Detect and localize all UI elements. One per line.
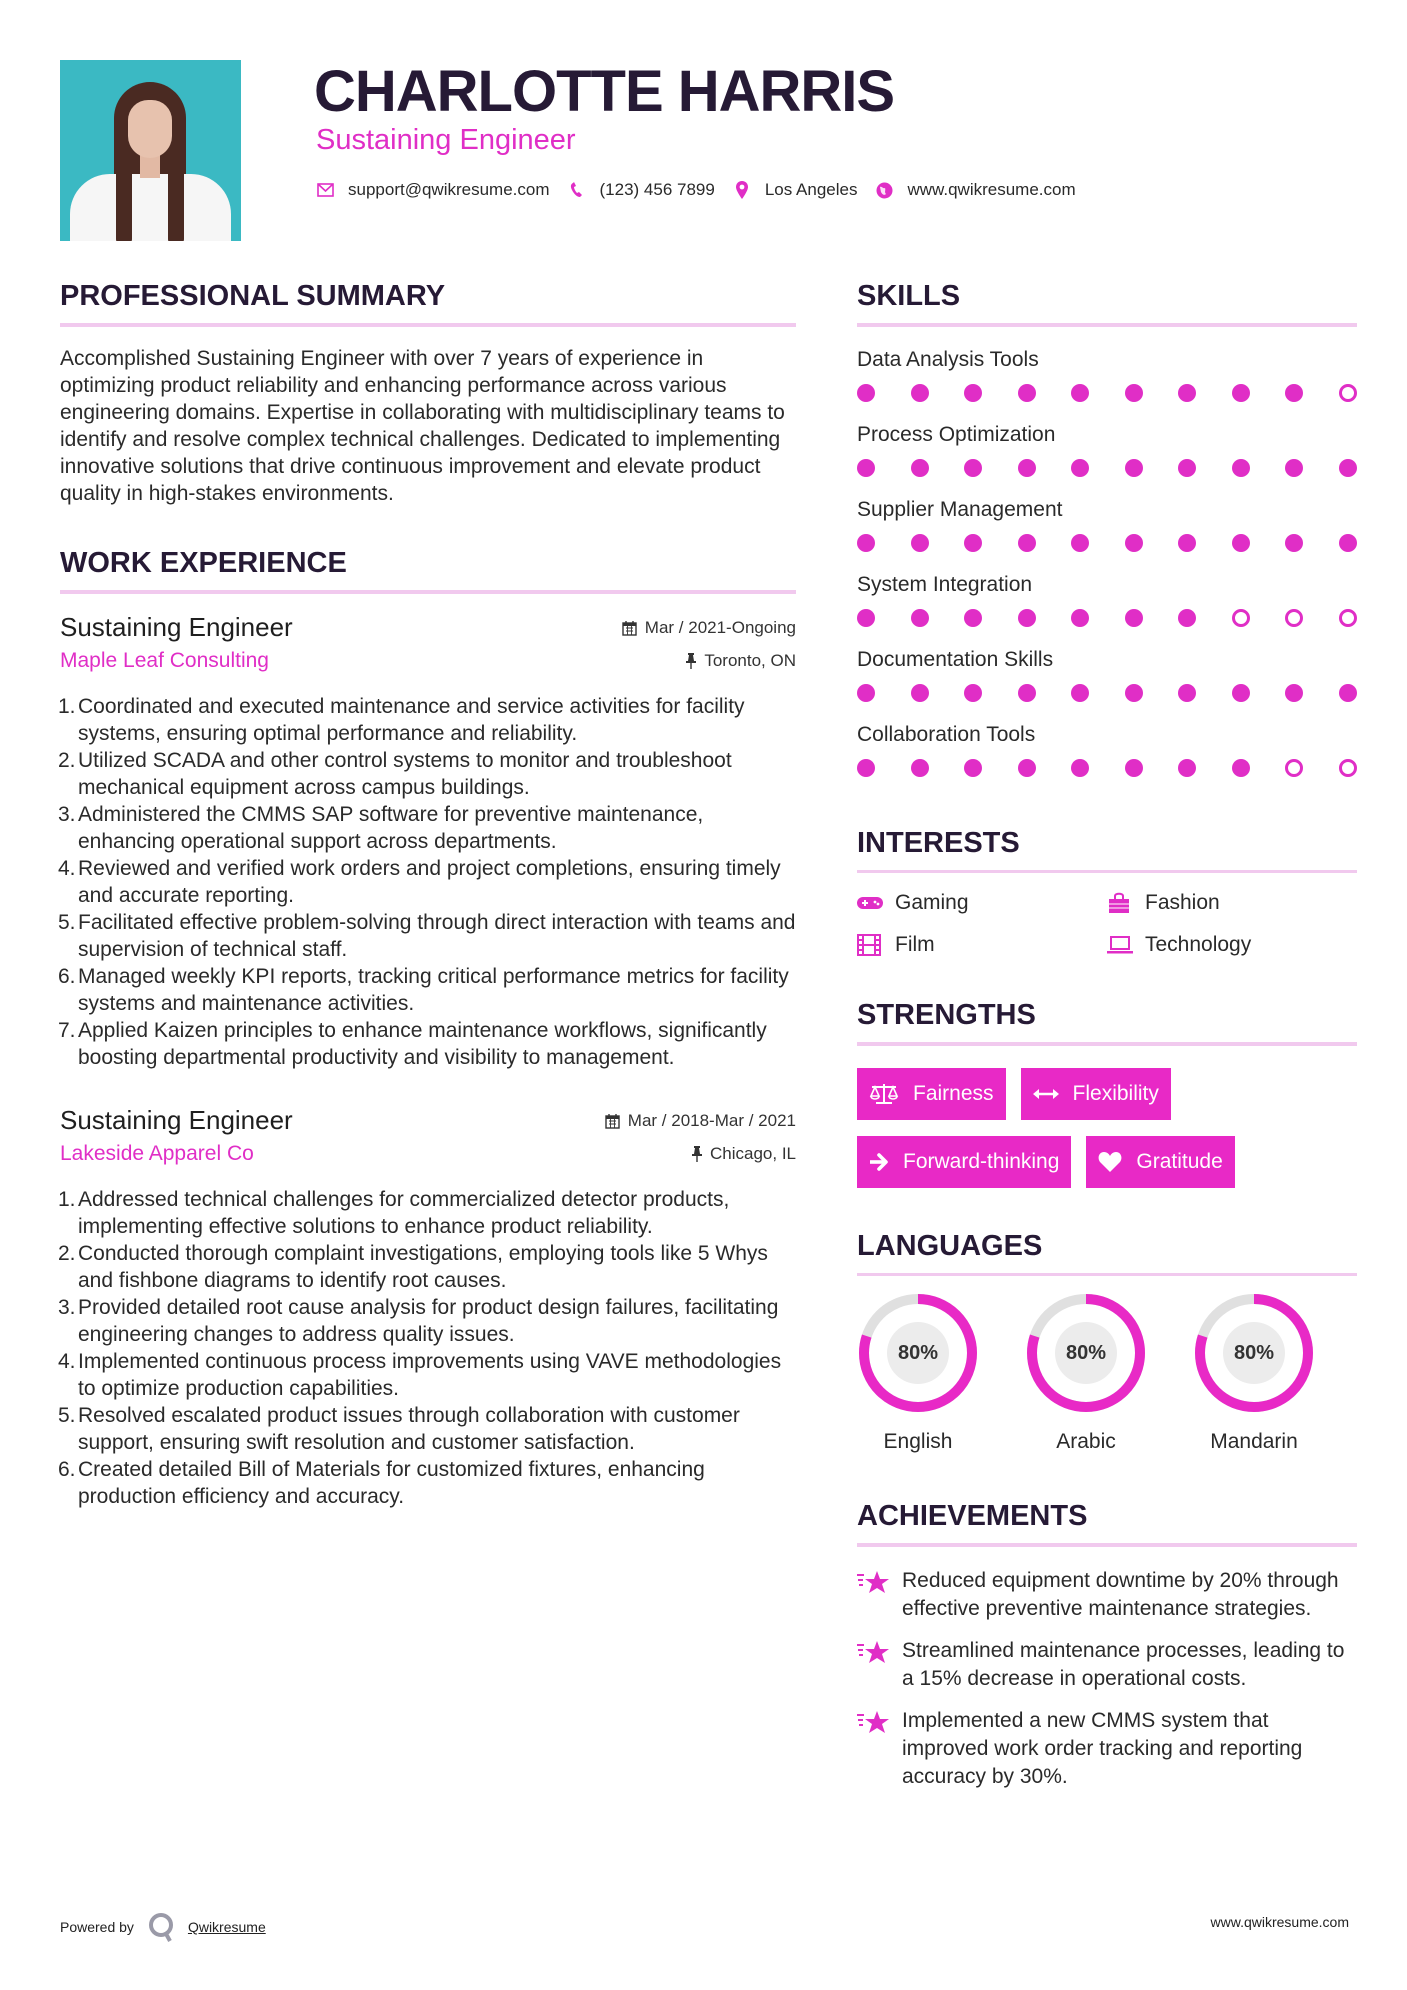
calendar-icon <box>605 1113 620 1129</box>
job-entry <box>60 1105 796 1510</box>
rating-dot-empty <box>1339 609 1357 627</box>
strengths-badges <box>857 1068 1357 1188</box>
film-icon <box>857 934 885 956</box>
language-item <box>1025 1292 1147 1454</box>
strengths-section <box>857 997 1357 1188</box>
skill-rating <box>857 675 1357 720</box>
strength-badge <box>857 1136 1071 1188</box>
achievement-text: Reduced equipment downtime by 20% through effective preventive maintenance strategies. <box>902 1569 1339 1620</box>
skill-item <box>857 345 1357 420</box>
rating-dot-filled <box>857 684 875 702</box>
skills-heading: SKILLS <box>857 280 961 312</box>
skill-item <box>857 420 1357 495</box>
gamepad-icon <box>857 895 885 911</box>
rating-dot-filled <box>1071 759 1089 777</box>
rating-dot-filled <box>1285 684 1303 702</box>
rating-dot-filled <box>857 384 875 402</box>
right-column <box>857 278 1357 1805</box>
achievements-section <box>857 1498 1357 1791</box>
achievement-text: Streamlined maintenance processes, leading to a 15% decrease in operational costs. <box>902 1639 1345 1690</box>
job-location-text: Chicago, IL <box>710 1144 796 1163</box>
section-divider <box>857 1543 1357 1547</box>
candidate-name: CHARLOTTE HARRIS <box>314 59 895 124</box>
rating-dot-filled <box>1339 534 1357 552</box>
rating-dot-filled <box>1018 534 1036 552</box>
rating-dot-filled <box>964 684 982 702</box>
job-location-text: Toronto, ON <box>704 651 796 670</box>
rating-dot-filled <box>1018 384 1036 402</box>
pushpin-icon <box>692 1146 702 1162</box>
job-entry <box>60 612 796 1071</box>
powered-by-label: Powered by <box>60 1919 134 1935</box>
skill-name: Data Analysis Tools <box>857 348 1039 371</box>
interests-grid <box>857 891 1357 957</box>
rating-dot-filled <box>1125 609 1143 627</box>
arrows-horizontal-icon <box>1033 1088 1059 1100</box>
rating-dot-filled <box>1125 759 1143 777</box>
section-divider <box>60 590 796 594</box>
language-percent: 80% <box>1055 1322 1117 1384</box>
contact-phone[interactable] <box>568 180 715 200</box>
rating-dot-filled <box>1018 459 1036 477</box>
interests-heading: INTERESTS <box>857 827 1020 859</box>
map-pin-icon <box>733 181 751 199</box>
rating-dot-filled <box>1018 684 1036 702</box>
achievements-list <box>857 1567 1357 1791</box>
skill-rating <box>857 600 1357 645</box>
footer-website-link[interactable]: www.qwikresume.com <box>1210 1914 1349 1930</box>
job-date-text: Mar / 2021-Ongoing <box>644 618 796 637</box>
language-name: English <box>883 1430 953 1453</box>
contact-email[interactable] <box>316 180 550 200</box>
rating-dot-filled <box>1232 459 1250 477</box>
interests-section <box>857 825 1357 957</box>
laptop-icon <box>1107 935 1135 955</box>
balance-scale-icon <box>869 1082 899 1106</box>
job-bullet: 3. Administered the CMMS SAP software for preventive maintenance, enhancing operational support across departments. <box>58 803 704 853</box>
job-location <box>692 1144 796 1164</box>
left-column <box>60 278 796 1510</box>
rating-dot-filled <box>1178 759 1196 777</box>
job-date <box>622 618 796 638</box>
envelope-icon <box>316 181 334 199</box>
profile-photo <box>60 60 241 241</box>
interest-label: Fashion <box>1145 891 1220 914</box>
footer-powered-by <box>60 1912 266 1942</box>
rating-dot-filled <box>1071 534 1089 552</box>
interest-item <box>857 933 1107 957</box>
rating-dot-filled <box>1339 684 1357 702</box>
skill-name: System Integration <box>857 573 1033 596</box>
rating-dot-filled <box>911 534 929 552</box>
rating-dot-filled <box>911 609 929 627</box>
rating-dot-filled <box>911 384 929 402</box>
rating-dot-filled <box>964 609 982 627</box>
rating-dot-filled <box>1018 609 1036 627</box>
rating-dot-filled <box>1285 534 1303 552</box>
interest-item <box>1107 891 1357 915</box>
skill-name: Documentation Skills <box>857 648 1054 671</box>
contact-location <box>733 180 858 200</box>
arrow-right-icon <box>869 1153 889 1171</box>
language-name: Mandarin <box>1210 1430 1298 1453</box>
language-percent: 80% <box>1223 1322 1285 1384</box>
skill-rating <box>857 450 1357 495</box>
interest-label: Gaming <box>895 891 969 914</box>
job-role: Sustaining Engineer <box>60 1105 293 1135</box>
job-bullets <box>60 693 796 1071</box>
strength-label: Forward-thinking <box>903 1150 1060 1173</box>
achievements-heading: ACHIEVEMENTS <box>857 1500 1088 1532</box>
languages-list <box>857 1292 1357 1454</box>
language-progress-ring <box>857 1292 979 1414</box>
rating-dot-filled <box>1232 384 1250 402</box>
rating-dot-filled <box>1232 534 1250 552</box>
skill-name: Process Optimization <box>857 423 1056 446</box>
job-role: Sustaining Engineer <box>60 612 293 642</box>
rating-dot-filled <box>1178 534 1196 552</box>
rating-dot-filled <box>964 759 982 777</box>
language-item <box>857 1292 979 1454</box>
candidate-title: Sustaining Engineer <box>316 124 576 156</box>
rating-dot-filled <box>857 459 875 477</box>
website-text: www.qwikresume.com <box>907 180 1076 199</box>
skill-item <box>857 495 1357 570</box>
photo-face <box>128 100 172 158</box>
strength-badge <box>1021 1068 1171 1120</box>
job-company: Lakeside Apparel Co <box>60 1142 254 1165</box>
rating-dot-filled <box>964 534 982 552</box>
section-divider <box>857 1273 1357 1276</box>
job-bullet: 6. Managed weekly KPI reports, tracking critical performance metrics for facility systems and maintenance activities. <box>58 965 789 1015</box>
job-bullet: 4. Implemented continuous process improvements using VAVE methodologies to optimize production capabilities. <box>58 1350 782 1400</box>
language-item <box>1193 1292 1315 1454</box>
rating-dot-filled <box>1125 534 1143 552</box>
rating-dot-filled <box>1232 684 1250 702</box>
globe-icon <box>875 181 893 199</box>
achievement-item <box>857 1567 1357 1623</box>
shopping-bag-icon <box>1107 891 1135 915</box>
skill-item <box>857 570 1357 645</box>
rating-dot-filled <box>1125 384 1143 402</box>
contact-bar <box>316 180 1094 200</box>
experience-section <box>60 545 796 1510</box>
strength-label: Flexibility <box>1072 1082 1159 1105</box>
job-bullet: 2. Conducted thorough complaint investigations, employing tools like 5 Whys and fishbone diagrams to identify root causes. <box>58 1242 768 1292</box>
language-progress-ring <box>1025 1292 1147 1414</box>
experience-heading: WORK EXPERIENCE <box>60 547 347 579</box>
job-bullet: 4. Reviewed and verified work orders and project completions, ensuring timely and accurate reporting. <box>58 857 781 907</box>
job-date <box>605 1111 796 1131</box>
rating-dot-filled <box>1018 759 1036 777</box>
interest-label: Technology <box>1145 933 1252 956</box>
rating-dot-empty <box>1339 384 1357 402</box>
language-progress-ring <box>1193 1292 1315 1414</box>
achievement-text: Implemented a new CMMS system that improved work order tracking and reporting accuracy by 30%. <box>902 1709 1303 1788</box>
email-text: support@qwikresume.com <box>348 180 550 199</box>
shooting-star-icon <box>857 1637 902 1693</box>
calendar-icon <box>622 620 637 636</box>
qwikresume-link[interactable]: Qwikresume <box>187 1919 266 1935</box>
skill-rating <box>857 750 1357 795</box>
skill-name: Collaboration Tools <box>857 723 1036 746</box>
strengths-heading: STRENGTHS <box>857 999 1036 1031</box>
rating-dot-filled <box>1232 759 1250 777</box>
job-company: Maple Leaf Consulting <box>60 649 269 672</box>
job-bullet: 1. Coordinated and executed maintenance and service activities for facility systems, ensuring optimal performance and reliability. <box>58 695 745 745</box>
job-bullet: 6. Created detailed Bill of Materials for customized fixtures, enhancing production efficiency and accuracy. <box>58 1458 705 1508</box>
strength-badge <box>1086 1136 1234 1188</box>
location-text: Los Angeles <box>764 180 858 199</box>
skill-rating <box>857 375 1357 420</box>
interest-item <box>1107 933 1357 957</box>
rating-dot-empty <box>1339 759 1357 777</box>
contact-website[interactable] <box>875 180 1075 200</box>
qwikresume-logo-icon <box>148 1912 176 1942</box>
language-percent: 80% <box>887 1322 949 1384</box>
interest-label: Film <box>895 933 935 956</box>
skills-list <box>857 345 1357 795</box>
rating-dot-empty <box>1285 609 1303 627</box>
rating-dot-filled <box>1178 684 1196 702</box>
languages-section <box>857 1228 1357 1454</box>
rating-dot-filled <box>1071 459 1089 477</box>
section-divider <box>60 323 796 327</box>
rating-dot-filled <box>857 759 875 777</box>
job-bullet: 3. Provided detailed root cause analysis for product design failures, facilitating engineering changes to address quality issues. <box>58 1296 779 1346</box>
skill-name: Supplier Management <box>857 498 1063 521</box>
shooting-star-icon <box>857 1707 902 1791</box>
phone-icon <box>568 181 586 199</box>
interest-item <box>857 891 1107 915</box>
strength-label: Fairness <box>913 1082 994 1105</box>
rating-dot-filled <box>857 609 875 627</box>
rating-dot-filled <box>1071 684 1089 702</box>
summary-text: Accomplished Sustaining Engineer with over 7 years of experience in optimizing product reliability and enhancing performance across various engineering domains. Expertise in collaborating with multidisciplinary teams to identify and resolve complex technical challenges. Dedicated to implementing innovative solutions that drive continuous improvement and elevate product quality in high-stakes environments. <box>60 347 785 505</box>
job-bullet: 7. Applied Kaizen principles to enhance maintenance workflows, significantly boosting departmental productivity and visibility to management. <box>58 1019 767 1069</box>
section-divider <box>857 870 1357 873</box>
language-name: Arabic <box>1056 1430 1116 1453</box>
achievement-item <box>857 1707 1357 1791</box>
rating-dot-filled <box>1125 459 1143 477</box>
job-bullets <box>60 1186 796 1510</box>
summary-section <box>60 278 796 507</box>
rating-dot-filled <box>911 759 929 777</box>
rating-dot-filled <box>1071 384 1089 402</box>
photo-shirt <box>70 174 231 241</box>
rating-dot-filled <box>911 684 929 702</box>
job-bullet: 5. Facilitated effective problem-solving through direct interaction with teams and supervision of technical staff. <box>58 911 796 961</box>
summary-heading: PROFESSIONAL SUMMARY <box>60 280 446 312</box>
section-divider <box>857 1042 1357 1046</box>
rating-dot-filled <box>964 459 982 477</box>
rating-dot-filled <box>1285 459 1303 477</box>
skill-rating <box>857 525 1357 570</box>
section-divider <box>857 323 1357 327</box>
strength-label: Gratitude <box>1136 1150 1223 1173</box>
job-date-text: Mar / 2018-Mar / 2021 <box>627 1111 796 1130</box>
pushpin-icon <box>686 653 696 669</box>
skill-item <box>857 720 1357 795</box>
rating-dot-filled <box>857 534 875 552</box>
rating-dot-filled <box>1178 384 1196 402</box>
strength-badge <box>857 1068 1006 1120</box>
skill-item <box>857 645 1357 720</box>
languages-heading: LANGUAGES <box>857 1230 1043 1262</box>
job-location <box>686 651 796 671</box>
skills-section <box>857 278 1357 795</box>
job-bullet: 5. Resolved escalated product issues through collaboration with customer support, ensuring swift resolution and customer satisfaction. <box>58 1404 740 1454</box>
rating-dot-filled <box>964 384 982 402</box>
job-bullet: 2. Utilized SCADA and other control systems to monitor and troubleshoot mechanical equipment across campus buildings. <box>58 749 732 799</box>
rating-dot-filled <box>1071 609 1089 627</box>
rating-dot-filled <box>1285 384 1303 402</box>
shooting-star-icon <box>857 1567 902 1623</box>
rating-dot-empty <box>1232 609 1250 627</box>
rating-dot-filled <box>1125 684 1143 702</box>
rating-dot-filled <box>911 459 929 477</box>
rating-dot-empty <box>1285 759 1303 777</box>
achievement-item <box>857 1637 1357 1693</box>
rating-dot-filled <box>1178 459 1196 477</box>
heart-icon <box>1098 1151 1122 1173</box>
job-bullet: 1. Addressed technical challenges for commercialized detector products, implementing effective solutions to enhance product reliability. <box>58 1188 730 1238</box>
rating-dot-filled <box>1178 609 1196 627</box>
rating-dot-filled <box>1339 459 1357 477</box>
phone-text: (123) 456 7899 <box>599 180 715 199</box>
